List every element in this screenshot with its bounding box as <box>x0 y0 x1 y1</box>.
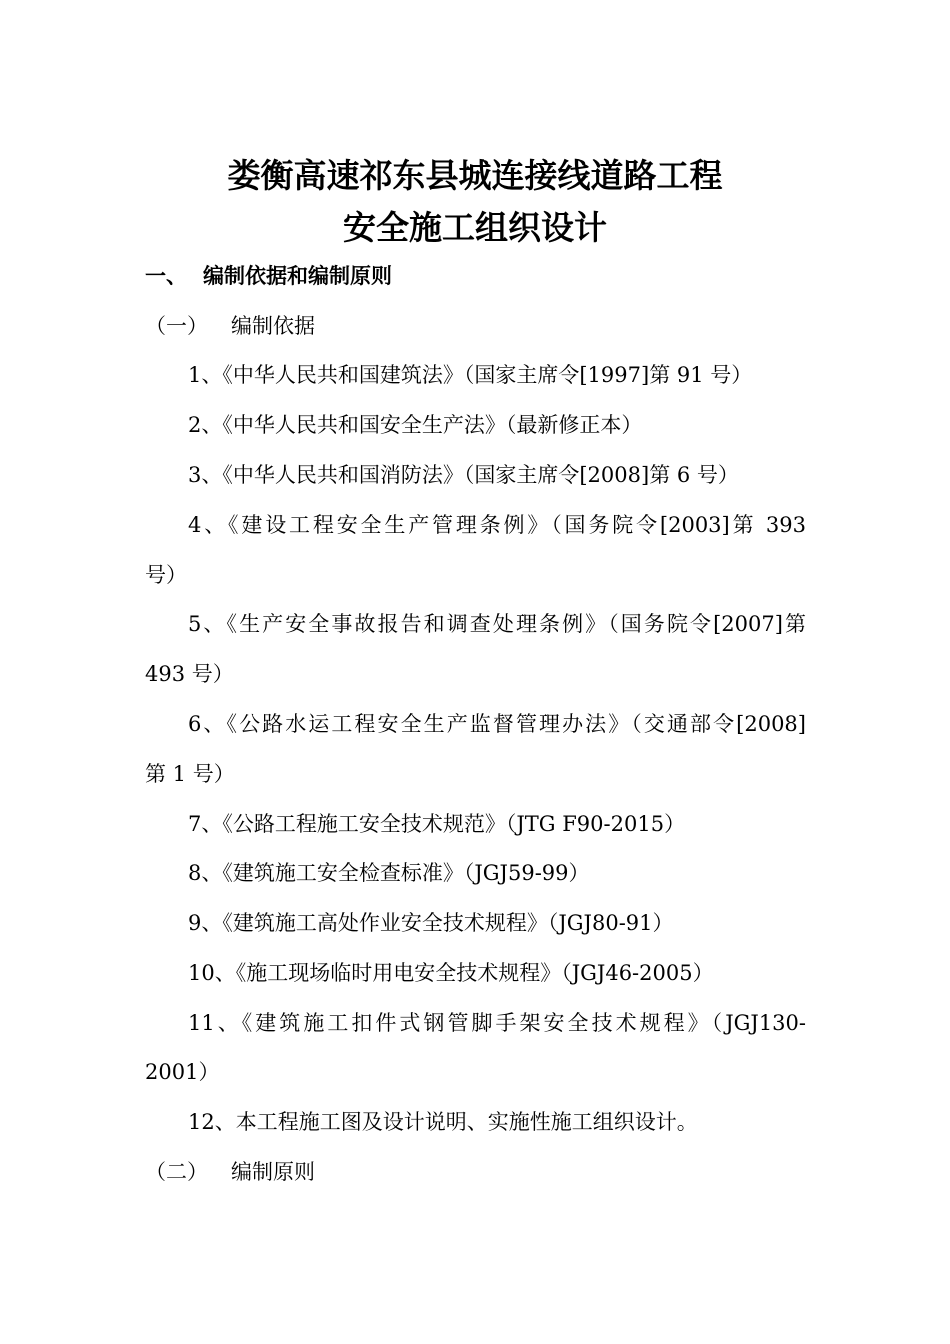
basis-item-12: 12、本工程施工图及设计说明、实施性施工组织设计。 <box>188 1110 698 1134</box>
subsection-heading-basis <box>145 312 315 340</box>
basis-item-9: 9、《建筑施工高处作业安全技术规程》（JGJ80-91） <box>188 911 674 935</box>
basis-item-5: 5、《生产安全事故报告和调查处理条例》（国务院令[2007]第 <box>188 612 806 636</box>
subsection-title: 编制依据 <box>231 314 315 338</box>
basis-item-8: 8、《建筑施工安全检查标准》（JGJ59-99） <box>188 861 590 885</box>
basis-item-2: 2、《中华人民共和国安全生产法》（最新修正本） <box>188 413 643 437</box>
document-title-line-2: 安全施工组织设计 <box>343 208 607 247</box>
basis-item-4-continued: 号） <box>145 563 187 587</box>
basis-item-5-continued: 493 号） <box>145 662 234 686</box>
subsection-number: （二） <box>145 1160 208 1184</box>
document-title-line-1: 娄衡高速祁东县城连接线道路工程 <box>227 156 723 195</box>
basis-item-10: 10、《施工现场临时用电安全技术规程》（JGJ46-2005） <box>188 961 714 985</box>
subsection-number: （一） <box>145 314 208 338</box>
section-heading <box>145 262 392 290</box>
basis-item-7: 7、《公路工程施工安全技术规范》（JTG F90-2015） <box>188 812 686 836</box>
subsection-heading-principles <box>145 1158 315 1186</box>
section-number: 一、 <box>145 263 187 288</box>
basis-item-11: 11、《建筑施工扣件式钢管脚手架安全技术规程》（JGJ130- <box>188 1011 806 1035</box>
basis-item-6: 6、《公路水运工程安全生产监督管理办法》（交通部令[2008] <box>188 712 806 736</box>
basis-item-6-continued: 第 1 号） <box>145 762 235 786</box>
basis-item-3: 3、《中华人民共和国消防法》（国家主席令[2008]第 6 号） <box>188 463 739 487</box>
basis-item-4: 4、《建设工程安全生产管理条例》（国务院令[2003]第 393 <box>188 513 806 537</box>
basis-item-11-continued: 2001） <box>145 1060 220 1084</box>
subsection-title: 编制原则 <box>231 1160 315 1184</box>
section-title: 编制依据和编制原则 <box>203 263 392 288</box>
basis-item-1: 1、《中华人民共和国建筑法》（国家主席令[1997]第 91 号） <box>188 363 753 387</box>
